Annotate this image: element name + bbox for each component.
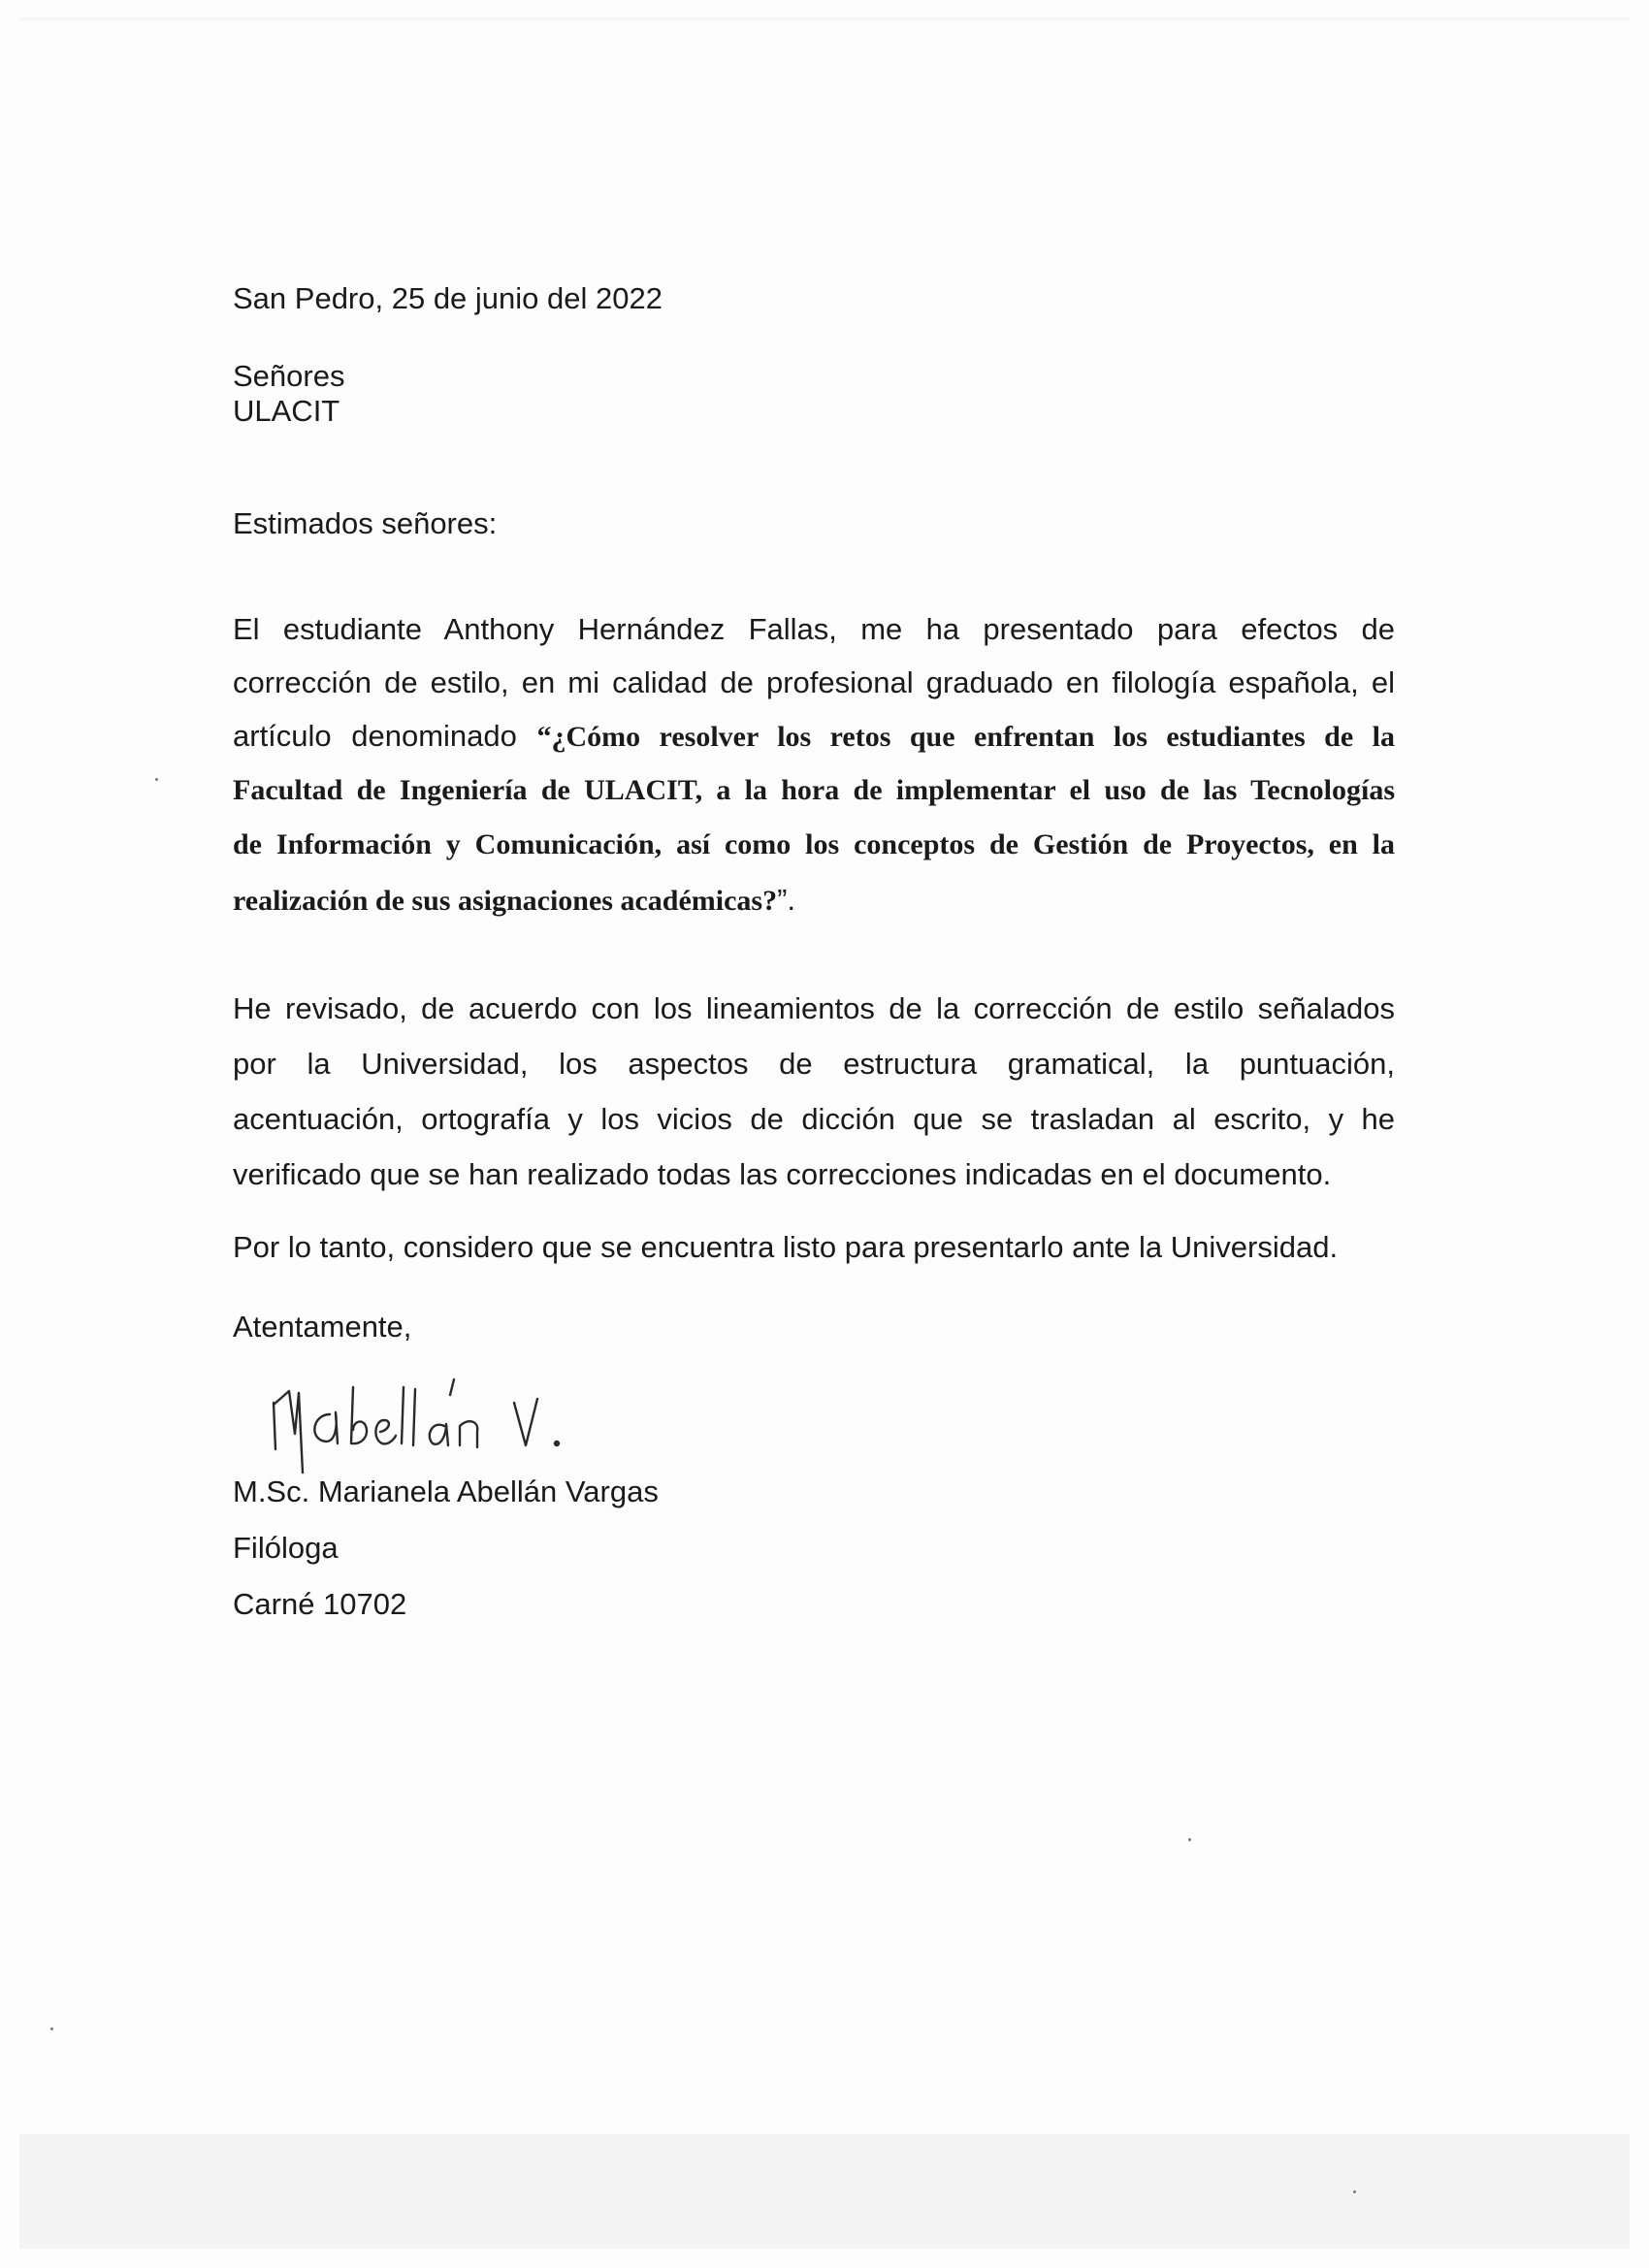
recipient-line-2: ULACIT xyxy=(233,394,340,428)
scan-speck xyxy=(155,778,158,781)
paragraph-1-line-6 xyxy=(233,885,795,916)
paragraph-1-line-1: El estudiante Anthony Hernández Fallas, me ha presentado para efectos de xyxy=(233,612,1395,646)
paragraph-3: Por lo tanto, considero que se encuentra listo para presentarlo ante la Universidad. xyxy=(233,1230,1339,1264)
paragraph-1-line-2: corrección de estilo, en mi calidad de profesional graduado en filología española, el xyxy=(233,665,1395,699)
salutation: Estimados señores: xyxy=(233,506,498,540)
place-date: San Pedro, 25 de junio del 2022 xyxy=(233,281,663,315)
article-title-close: ”. xyxy=(777,883,796,917)
scan-speck xyxy=(1188,1838,1191,1841)
article-label: artículo denominado xyxy=(233,719,537,753)
scan-speck xyxy=(1353,2190,1356,2193)
recipient-line-1: Señores xyxy=(233,359,345,393)
paragraph-2-line-1: He revisado, de acuerdo con los lineamientos de la corrección de estilo señalados xyxy=(233,991,1395,1025)
article-title-part-3: de Información y Comunicación, así como los conceptos de Gestión de Proyectos, en la xyxy=(233,828,1395,860)
scan-edge xyxy=(19,17,1630,23)
signatory-name: M.Sc. Marianela Abellán Vargas xyxy=(233,1474,659,1508)
article-title-part-4: realización de sus asignaciones académicas? xyxy=(233,885,778,917)
scan-shadow-footer xyxy=(19,2134,1630,2249)
handwritten-signature xyxy=(270,1376,590,1482)
paragraph-2-line-3: acentuación, ortografía y los vicios de dicción que se trasladan al escrito, y he xyxy=(233,1102,1395,1136)
signatory-title: Filóloga xyxy=(233,1531,339,1565)
paragraph-1-line-3 xyxy=(233,721,1395,752)
closing: Atentamente, xyxy=(233,1310,412,1344)
paragraph-2-line-4: verificado que se han realizado todas las correcciones indicadas en el documento. xyxy=(233,1157,1332,1191)
article-title-part-1: “¿Cómo resolver los retos que enfrentan los estudiantes de la xyxy=(536,721,1395,753)
article-title-part-2: Facultad de Ingeniería de ULACIT, a la hora de implementar el uso de las Tecnologías xyxy=(233,774,1395,806)
paragraph-2-line-2: por la Universidad, los aspectos de estructura gramatical, la puntuación, xyxy=(233,1047,1395,1081)
scan-speck xyxy=(50,2027,53,2030)
signatory-id: Carné 10702 xyxy=(233,1587,407,1621)
